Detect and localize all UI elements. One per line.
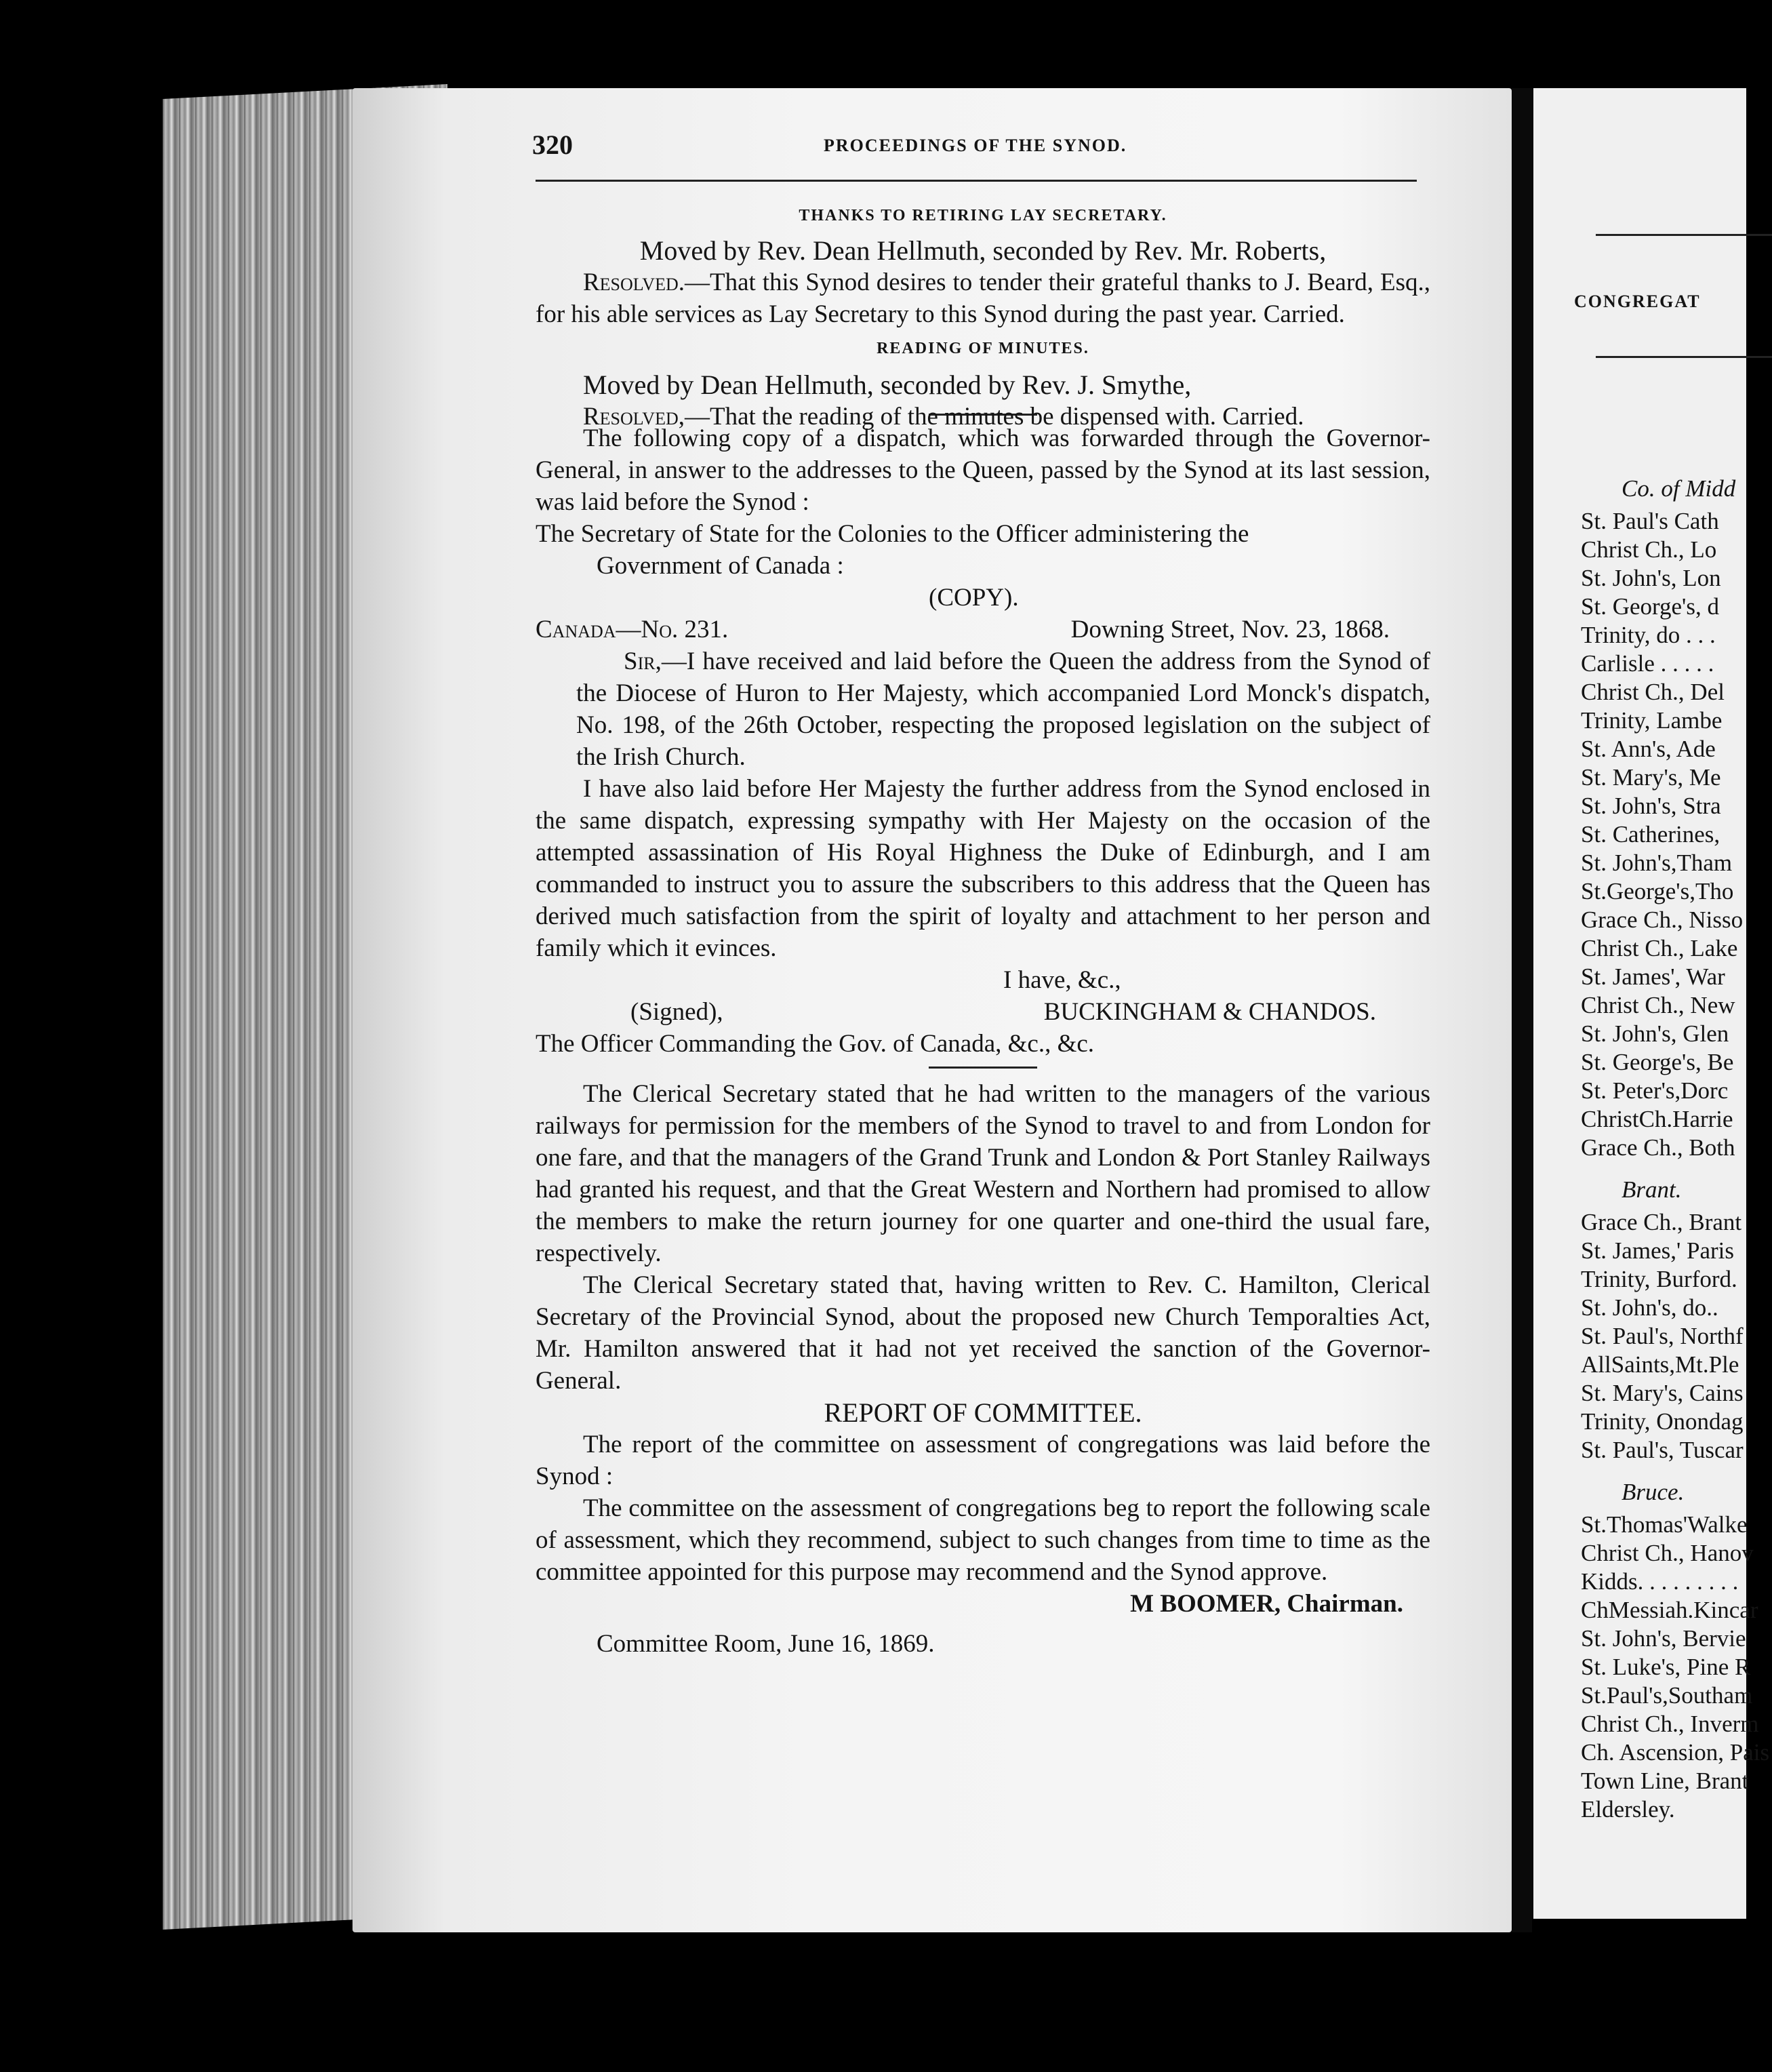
facing-list-item: Grace Ch., Both <box>1581 1134 1735 1161</box>
facing-list-item: St. John's, Bervie <box>1581 1625 1746 1652</box>
report-heading: REPORT OF COMMITTEE. <box>824 1397 1142 1428</box>
main-text-column <box>536 200 1430 1660</box>
facing-list-item: St. John's, do.. <box>1581 1294 1718 1321</box>
signature-line <box>536 996 1430 1028</box>
facing-heading-rule <box>1596 356 1772 358</box>
facing-page <box>1533 88 1770 1919</box>
minutes-moved: Moved by Dean Hellmuth, seconded by Rev. J. Smythe, <box>583 370 1192 400</box>
facing-list-item: ChMessiah.Kincar <box>1581 1597 1758 1623</box>
facing-list-item: Trinity, Burford. <box>1581 1266 1737 1292</box>
facing-list-item: Grace Ch., Brant <box>1581 1209 1742 1235</box>
page-header <box>532 129 1420 160</box>
temporalties-paragraph: The Clerical Secretary stated that, having written to Rev. C. Hamilton, Clerical Secretary of the Provincial Synod, about the proposed new Church Temporalties Act, Mr. Hamilton answered that it had not yet received the sanction of the Governor-General. <box>536 1271 1430 1395</box>
letter-paragraph-1 <box>536 645 1430 773</box>
facing-list-item: Christ Ch., Lake <box>1581 935 1738 961</box>
dispatch-from-2: Government of Canada : <box>597 552 844 580</box>
thanks-resolved <box>536 266 1430 330</box>
facing-list-item: Christ Ch., New <box>1581 992 1735 1018</box>
facing-list-item: St. John's, Stra <box>1581 793 1721 819</box>
facing-section-title: Brant. <box>1622 1176 1682 1203</box>
facing-list-item: St. Mary's, Cains <box>1581 1380 1744 1406</box>
facing-list-item: Christ Ch., Hanov <box>1581 1540 1754 1566</box>
facing-list-item: St. James', War <box>1581 963 1725 990</box>
facing-list-item: Trinity, Onondag <box>1581 1408 1744 1435</box>
facing-list-item: Ch. Ascension, Pais <box>1581 1739 1770 1766</box>
report-paragraph-1: The report of the committee on assessment of congregations was laid before the Synod : <box>536 1431 1430 1490</box>
letter-paragraph-1-text: —I have received and laid before the Queen the address from the Synod of the Diocese of Huron to Her Majesty, which accompanied Lord Monck's dispatch, No. 198, of the 26th October, respecting the proposed legislation on the subject of the Irish Church. <box>576 648 1430 771</box>
facing-heading: CONGREGAT <box>1574 292 1701 311</box>
facing-list-item: St. Paul's, Northf <box>1581 1323 1744 1349</box>
dispatch-intro: The following copy of a dispatch, which was forwarded through the Governor-General, in answer to the addresses to the Queen, passed by the Synod at its last session, was laid before the Synod : <box>536 424 1430 516</box>
facing-list-item: St. John's,Tham <box>1581 850 1733 876</box>
page-number: 320 <box>532 130 573 160</box>
signatory: BUCKINGHAM & CHANDOS. <box>1043 998 1376 1026</box>
facing-list-item: St. George's, d <box>1581 593 1719 620</box>
chairman-signature: M BOOMER, Chairman. <box>1130 1590 1403 1618</box>
facing-section-title: Bruce. <box>1622 1479 1685 1505</box>
railways-paragraph: The Clerical Secretary stated that he had written to the managers of the various railways for permission for the members of the Synod to travel to and from London for one fare, and that the managers of the Grand Trunk and London & Port Stanley Railways had granted his request, and that the Great Western and Northern had promised to allow the members to make the return journey for one quarter and one-third the usual fare, respectively. <box>536 1080 1430 1267</box>
header-rule <box>536 180 1417 182</box>
book-gutter <box>1512 88 1532 1932</box>
facing-list-item: St. George's, Be <box>1581 1049 1734 1075</box>
facing-list-item: St. Mary's, Me <box>1581 764 1721 791</box>
facing-list-item: Grace Ch., Nisso <box>1581 906 1744 933</box>
facing-list-item: Trinity, Lambe <box>1581 707 1723 734</box>
facing-list-item: Christ Ch., Inverm <box>1581 1711 1759 1737</box>
minutes-heading: READING OF MINUTES. <box>877 340 1089 357</box>
facing-list-item: Trinity, do . . . <box>1581 622 1716 648</box>
facing-list-item: St.George's,Tho <box>1581 878 1734 904</box>
facing-list-item: Christ Ch., Del <box>1581 679 1725 705</box>
report-paragraph-2: The committee on the assessment of congregations beg to report the following scale of assessment, which they recommend, subject to such changes from time to time as the committee appointed for this purpose may recommend and the Synod approve. <box>536 1494 1430 1586</box>
letter-closing: I have, &c., <box>1003 966 1121 994</box>
thanks-resolved-text: —That this Synod desires to tender their grateful thanks to J. Beard, Esq., for his able services as Lay Secretary to this Synod during the past year. Carried. <box>536 268 1430 328</box>
facing-list-item: Kidds. . . . . . . . . <box>1581 1568 1739 1595</box>
downing-street-date: Downing Street, Nov. 23, 1868. <box>1070 616 1390 643</box>
letter-addressee: The Officer Commanding the Gov. of Canada, &c., &c. <box>536 1030 1095 1058</box>
running-head: PROCEEDINGS OF THE SYNOD. <box>824 136 1127 155</box>
facing-list-item: St. Ann's, Ade <box>1581 736 1716 762</box>
facing-header-rule <box>1596 234 1772 236</box>
facing-list-item: St. Catherines, <box>1581 821 1720 848</box>
facing-list-item: St. Paul's, Tuscar <box>1581 1437 1744 1463</box>
facing-list-item: St. James,' Paris <box>1581 1237 1735 1264</box>
dispatch-reference-line <box>536 614 1430 645</box>
facing-list-item: St.Thomas'Walke <box>1581 1511 1748 1538</box>
facing-list-item: Town Line, Brant <box>1581 1768 1749 1794</box>
committee-room-date: Committee Room, June 16, 1869. <box>597 1630 935 1658</box>
facing-list-item: Christ Ch., Lo <box>1581 536 1717 563</box>
resolved-label: Resolved, <box>583 403 685 431</box>
facing-list-item: AllSaints,Mt.Ple <box>1581 1351 1739 1378</box>
signed-label: (Signed), <box>630 998 723 1026</box>
facing-list-item: St. Paul's Cath <box>1581 508 1719 534</box>
facing-section-title: Co. of Midd <box>1622 475 1736 502</box>
thanks-moved: Moved by Rev. Dean Hellmuth, seconded by Rev. Mr. Roberts, <box>639 235 1327 266</box>
congregation-list <box>1581 461 1769 1824</box>
facing-list-item: ChristCh.Harrie <box>1581 1106 1733 1132</box>
letter-salutation: Sir, <box>624 648 662 675</box>
facing-list-item: St.Paul's,Southam <box>1581 1682 1753 1709</box>
copy-label: (COPY). <box>929 584 1019 612</box>
facing-list-item: St. John's, Glen <box>1581 1020 1729 1047</box>
resolved-label: Resolved. <box>583 268 685 296</box>
letter-paragraph-2: I have also laid before Her Majesty the further address from the Synod enclosed in the same dispatch, expressing sympathy with Her Majesty on the occasion of the attempted assassination of His Royal Highness the Duke of Edinburgh, and I am commanded to instruct you to assure the subscribers to this address that the Queen has derived much satisfaction from the spirit of loyalty and attachment to her person and family which it evinces. <box>536 775 1430 962</box>
canada-number: Canada—No. 231. <box>536 616 729 643</box>
facing-list-item: St. Peter's,Dorc <box>1581 1077 1729 1104</box>
facing-list-item: St. Luke's, Pine R <box>1581 1654 1751 1680</box>
facing-list-item: Eldersley. <box>1581 1796 1675 1822</box>
thanks-heading: THANKS TO RETIRING LAY SECRETARY. <box>799 207 1167 224</box>
facing-list-item: St. John's, Lon <box>1581 565 1721 591</box>
minutes-resolved-text: —That the reading of the minutes be dispensed with. Carried. <box>684 403 1304 431</box>
section-divider-2 <box>929 1067 1037 1069</box>
dispatch-from: The Secretary of State for the Colonies to the Officer administering the <box>536 520 1249 548</box>
facing-list-item: Carlisle . . . . . <box>1581 650 1714 677</box>
